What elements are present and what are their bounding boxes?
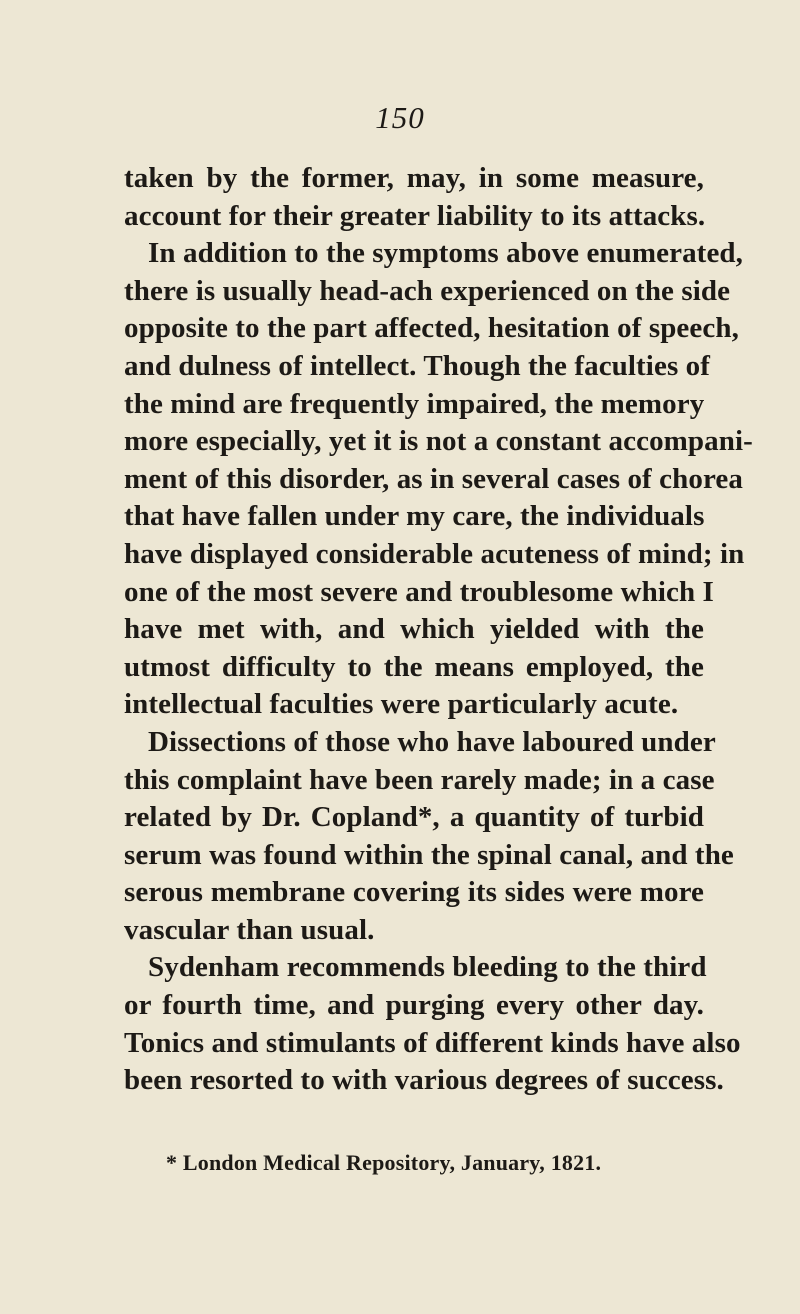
text-line: related by Dr. Copland*, a quantity of turbid — [124, 801, 704, 834]
text-line: that have fallen under my care, the individuals — [124, 500, 705, 533]
text-line: there is usually head-ach experienced on the side — [124, 274, 731, 307]
text-line: serum was found within the spinal canal, and the — [124, 838, 734, 871]
text-line: Tonics and stimulants of different kinds have also — [124, 1026, 741, 1059]
text-line: utmost difficulty to the means employed, the — [124, 650, 704, 683]
text-line: serous membrane covering its sides were more — [124, 876, 704, 909]
text-line: account for their greater liability to its attacks. — [124, 199, 706, 232]
text-line: taken by the former, may, in some measure, — [124, 162, 704, 194]
text-line: ment of this disorder, as in several cases of chorea — [124, 462, 743, 495]
text-line: In addition to the symptoms above enumerated, — [148, 237, 743, 270]
page-number: 150 — [375, 100, 425, 135]
text-line: intellectual faculties were particularly acute. — [124, 688, 679, 721]
footnote: * London Medical Repository, January, 1821. — [166, 1150, 602, 1175]
text-line: Dissections of those who have laboured under — [148, 725, 716, 758]
text-line: have met with, and which yielded with the — [124, 613, 704, 646]
body-text — [124, 160, 753, 1100]
text-line: been resorted to with various degrees of success. — [124, 1064, 724, 1097]
text-line: Sydenham recommends bleeding to the third — [148, 951, 707, 984]
text-line: have displayed considerable acuteness of mind; in — [124, 537, 745, 570]
text-line: or fourth time, and purging every other day. — [124, 989, 704, 1022]
text-line: more especially, yet it is not a constant accompani- — [124, 425, 753, 458]
text-line: one of the most severe and troublesome which I — [124, 575, 714, 608]
text-line: the mind are frequently impaired, the memory — [124, 387, 705, 420]
text-line: opposite to the part affected, hesitation of speech, — [124, 312, 739, 345]
text-line: vascular than usual. — [124, 913, 375, 946]
text-line: and dulness of intellect. Though the faculties of — [124, 349, 711, 382]
text-line: this complaint have been rarely made; in a case — [124, 763, 715, 796]
